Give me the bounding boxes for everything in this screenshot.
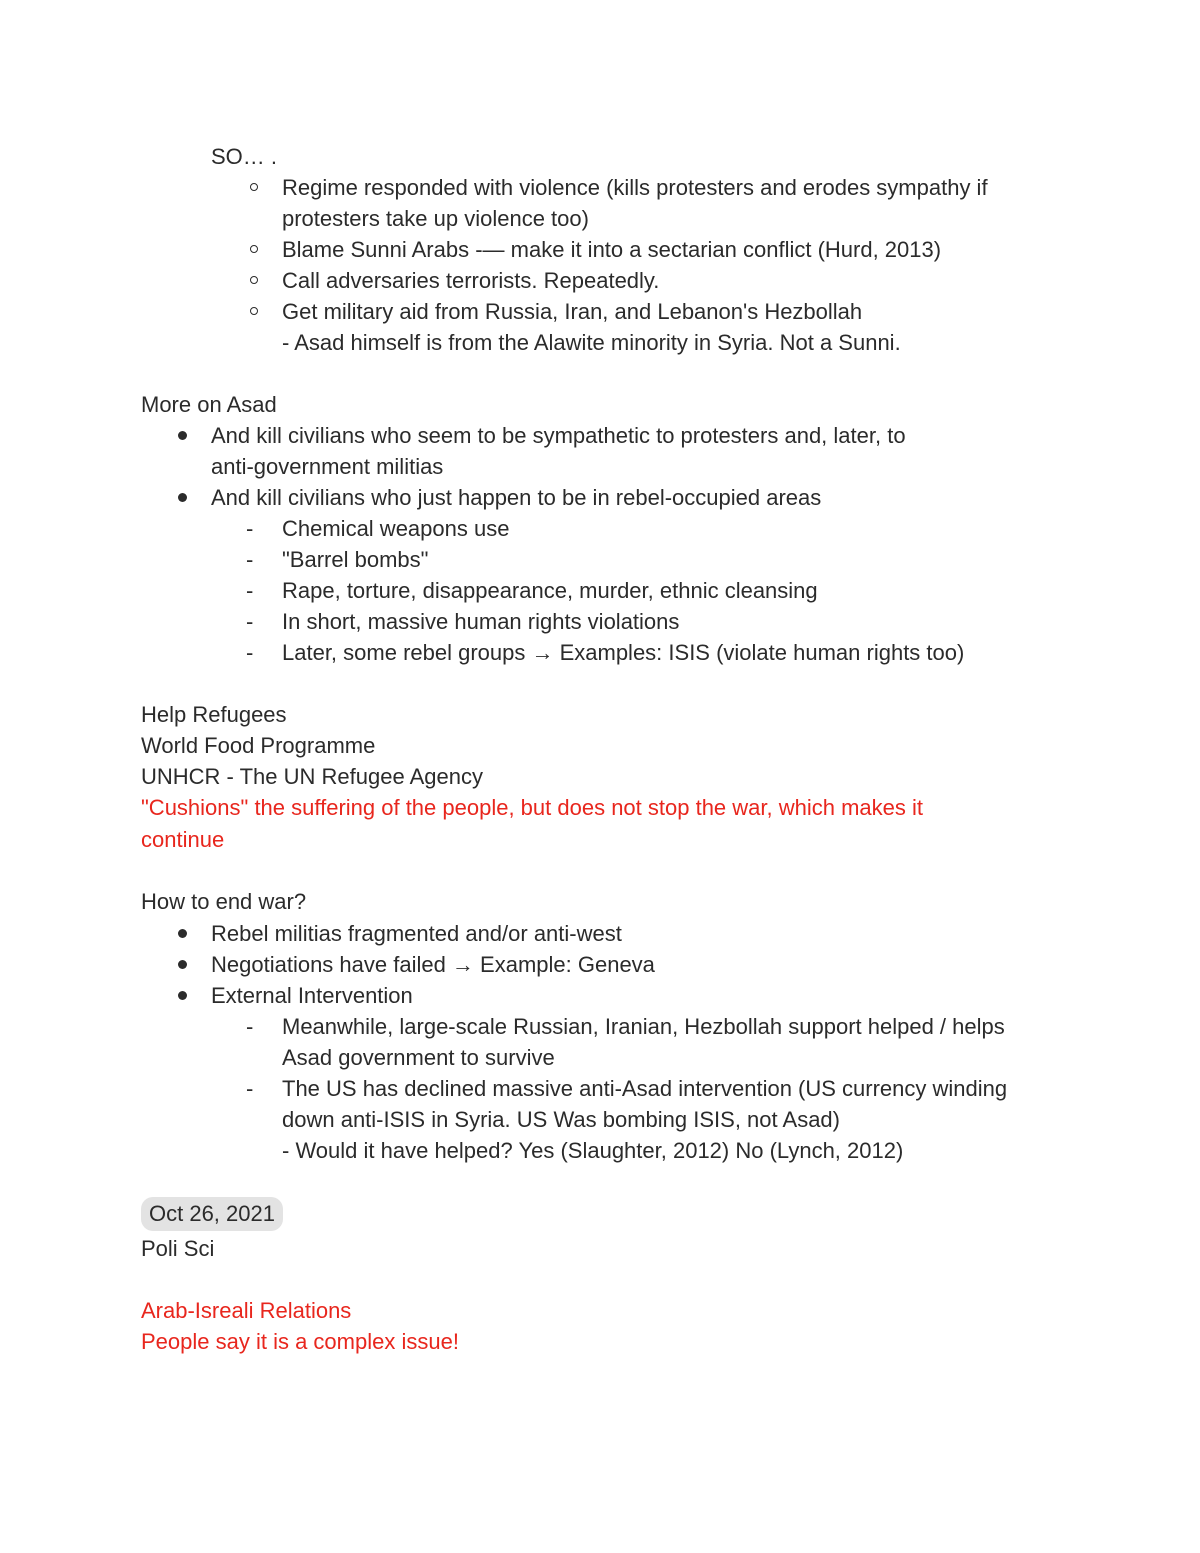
- so-item-3: Call adversaries terrorists. Repeatedly.: [282, 268, 660, 293]
- section-title-arab-israeli: Arab-Isreali Relations: [141, 1298, 352, 1323]
- asad-bullet-2: And kill civilians who just happen to be in rebel-occupied areas: [211, 485, 822, 510]
- date-chip[interactable]: Oct 26, 2021: [141, 1197, 283, 1231]
- end-war-bullet-3: External Intervention: [211, 983, 413, 1008]
- refugees-note: "Cushions" the suffering of the people, but does not stop the war, which makes it: [141, 795, 924, 820]
- refugees-wfp: World Food Programme: [141, 733, 376, 758]
- end-war-sub-2-note: - Would it have helped? Yes (Slaughter, 2012) No (Lynch, 2012): [282, 1138, 904, 1163]
- asad-bullet-1: And kill civilians who seem to be sympathetic to protesters and, later, to: [211, 423, 906, 448]
- so-item-4: Get military aid from Russia, Iran, and Lebanon's Hezbollah: [282, 299, 863, 324]
- end-war-sub-1-cont: Asad government to survive: [282, 1045, 555, 1070]
- filled-bullet-icon: [178, 960, 187, 969]
- refugees-unhcr: UNHCR - The UN Refugee Agency: [141, 764, 483, 789]
- refugees-note-cont: continue: [141, 827, 225, 852]
- hollow-bullet-icon: [250, 245, 258, 253]
- asad-bullet-1-cont: anti-government militias: [211, 454, 444, 479]
- hollow-bullet-icon: [250, 276, 258, 284]
- filled-bullet-icon: [178, 929, 187, 938]
- asad-sub-5: Later, some rebel groups → Examples: ISIS (violate human rights too): [282, 640, 965, 665]
- refugees-heading: Help Refugees: [141, 702, 287, 727]
- end-war-sub-2-cont: down anti-ISIS in Syria. US Was bombing ISIS, not Asad): [282, 1107, 840, 1132]
- so-item-1: Regime responded with violence (kills protesters and erodes sympathy if: [282, 175, 988, 200]
- end-war-heading: How to end war?: [141, 889, 307, 914]
- so-item-4-note: - Asad himself is from the Alawite minority in Syria. Not a Sunni.: [282, 330, 901, 355]
- asad-sub-2: "Barrel bombs": [282, 547, 429, 572]
- so-item-1-cont: protesters take up violence too): [282, 206, 589, 231]
- hollow-bullet-icon: [250, 307, 258, 315]
- filled-bullet-icon: [178, 431, 187, 440]
- asad-heading: More on Asad: [141, 392, 277, 417]
- course-label: Poli Sci: [141, 1236, 215, 1261]
- end-war-sub-1: Meanwhile, large-scale Russian, Iranian, Hezbollah support helped / helps: [282, 1014, 1005, 1039]
- section-subtitle: People say it is a complex issue!: [141, 1329, 459, 1354]
- filled-bullet-icon: [178, 991, 187, 1000]
- dash-marker: -: [246, 1076, 254, 1101]
- dash-marker: -: [246, 640, 254, 665]
- dash-marker: -: [246, 516, 254, 541]
- dash-marker: -: [246, 578, 254, 603]
- hollow-bullet-icon: [250, 183, 258, 191]
- dash-marker: -: [246, 547, 254, 572]
- end-war-bullet-2: Negotiations have failed → Example: Geneva: [211, 952, 655, 977]
- end-war-sub-2: The US has declined massive anti-Asad intervention (US currency winding: [282, 1076, 1008, 1101]
- asad-sub-4: In short, massive human rights violations: [282, 609, 680, 634]
- end-war-bullet-1: Rebel militias fragmented and/or anti-west: [211, 921, 622, 946]
- dash-marker: -: [246, 609, 254, 634]
- asad-sub-3: Rape, torture, disappearance, murder, ethnic cleansing: [282, 578, 818, 603]
- asad-sub-1: Chemical weapons use: [282, 516, 510, 541]
- filled-bullet-icon: [178, 493, 187, 502]
- so-heading: SO… .: [211, 144, 278, 169]
- so-item-2: Blame Sunni Arabs -— make it into a sectarian conflict (Hurd, 2013): [282, 237, 942, 262]
- dash-marker: -: [246, 1014, 254, 1039]
